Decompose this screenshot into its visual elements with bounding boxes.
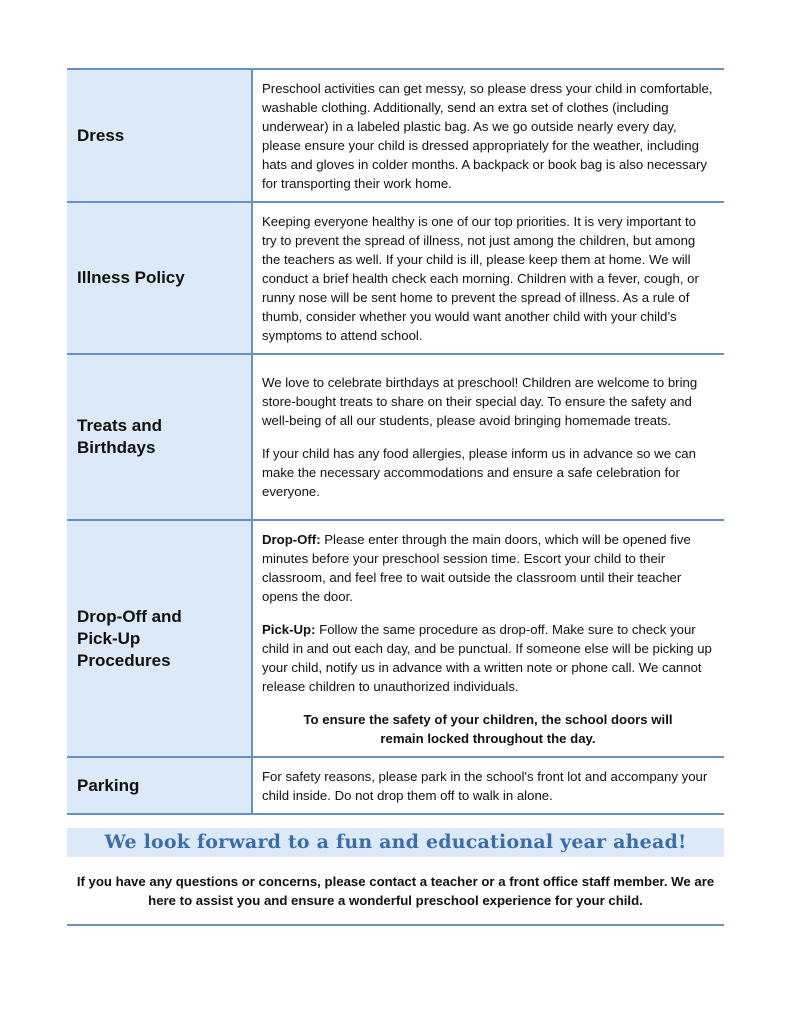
table-row xyxy=(67,520,724,757)
closing-banner: We look forward to a fun and educational year ahead! xyxy=(67,828,724,857)
pickup-lead: Pick-Up: xyxy=(262,621,316,637)
treats-label-line2: Birthdays xyxy=(77,438,156,457)
row-label-parking: Parking xyxy=(67,757,252,814)
dropoff-label-line1: Drop-Off and xyxy=(77,606,182,626)
dropoff-label-line2: Pick-Up xyxy=(77,628,141,648)
treats-label-line1: Treats and xyxy=(77,416,163,435)
policy-table xyxy=(67,68,724,815)
row-label-dress: Dress xyxy=(67,69,252,202)
row-text-dress xyxy=(252,69,724,202)
table-row xyxy=(67,69,724,202)
illness-text: Keeping everyone healthy is one of our top priorities. It is very important to try to prevent the spread of illness, not just among the children, but among the teachers as well. If your child is ill, please keep them at home. We will conduct a brief health check each morning. Children with a fever, cough, or runny nose will be sent home to prevent the spread of illness. As a rule of thumb, consider whether you would want another child with your child’s symptoms to attend school. xyxy=(262,213,699,343)
row-text-dropoff xyxy=(252,520,724,757)
treats-paragraph-2: If your child has any food allergies, please inform us in advance so we can make the necessary accommodations and ensure a safe celebration for everyone. xyxy=(262,446,696,499)
table-row xyxy=(67,354,724,520)
table-row xyxy=(67,202,724,354)
parking-text: For safety reasons, please park in the school's front lot and accompany your child inside. Do not drop them off to walk in alone. xyxy=(262,768,708,803)
table-row xyxy=(67,757,724,814)
pickup-text: Follow the same procedure as drop-off. Make sure to check your child in and out each day, and be punctual. If someone else will be picking up your child, notify us in advance with a written note or phone call. We cannot release children to unauthorized individuals. xyxy=(262,621,712,694)
pickup-paragraph xyxy=(262,620,714,696)
dress-text: Preschool activities can get messy, so please dress your child in comfortable, washable clothing. Additionally, send an extra set of clothes (including underwear) in a labeled plastic bag. As we go outside nearly every day, please ensure your child is dressed appropriately for the weather, including hats and gloves in colder months. A backpack or book bag is also necessary for transporting their work home. xyxy=(262,80,713,191)
dropoff-lead: Drop-Off: xyxy=(262,531,321,547)
row-label-treats xyxy=(67,354,252,520)
row-text-illness xyxy=(252,202,724,354)
treats-paragraph-1: We love to celebrate birthdays at preschool! Children are welcome to bring store-bought treats to share on their special day. To ensure the safety and well-being of all our students, please avoid bringing homemade treats. xyxy=(262,375,698,428)
row-text-treats xyxy=(252,354,724,520)
row-text-parking xyxy=(252,757,724,814)
safety-note: To ensure the safety of your children, the school doors will remain locked throughout the day. xyxy=(303,711,673,746)
contact-note: If you have any questions or concerns, please contact a teacher or a front office staff member. We are here to assist you and ensure a wonderful preschool experience for your child. xyxy=(76,874,715,908)
divider xyxy=(67,924,724,926)
dropoff-paragraph xyxy=(262,530,714,606)
row-label-illness: Illness Policy xyxy=(67,202,252,354)
dropoff-text: Please enter through the main doors, which will be opened five minutes before your preschool session time. Escort your child to their classroom, and feel free to wait outside the classroom until their teacher opens the door. xyxy=(262,531,691,604)
dropoff-label-line3: Procedures xyxy=(77,650,171,670)
row-label-dropoff xyxy=(67,520,252,757)
